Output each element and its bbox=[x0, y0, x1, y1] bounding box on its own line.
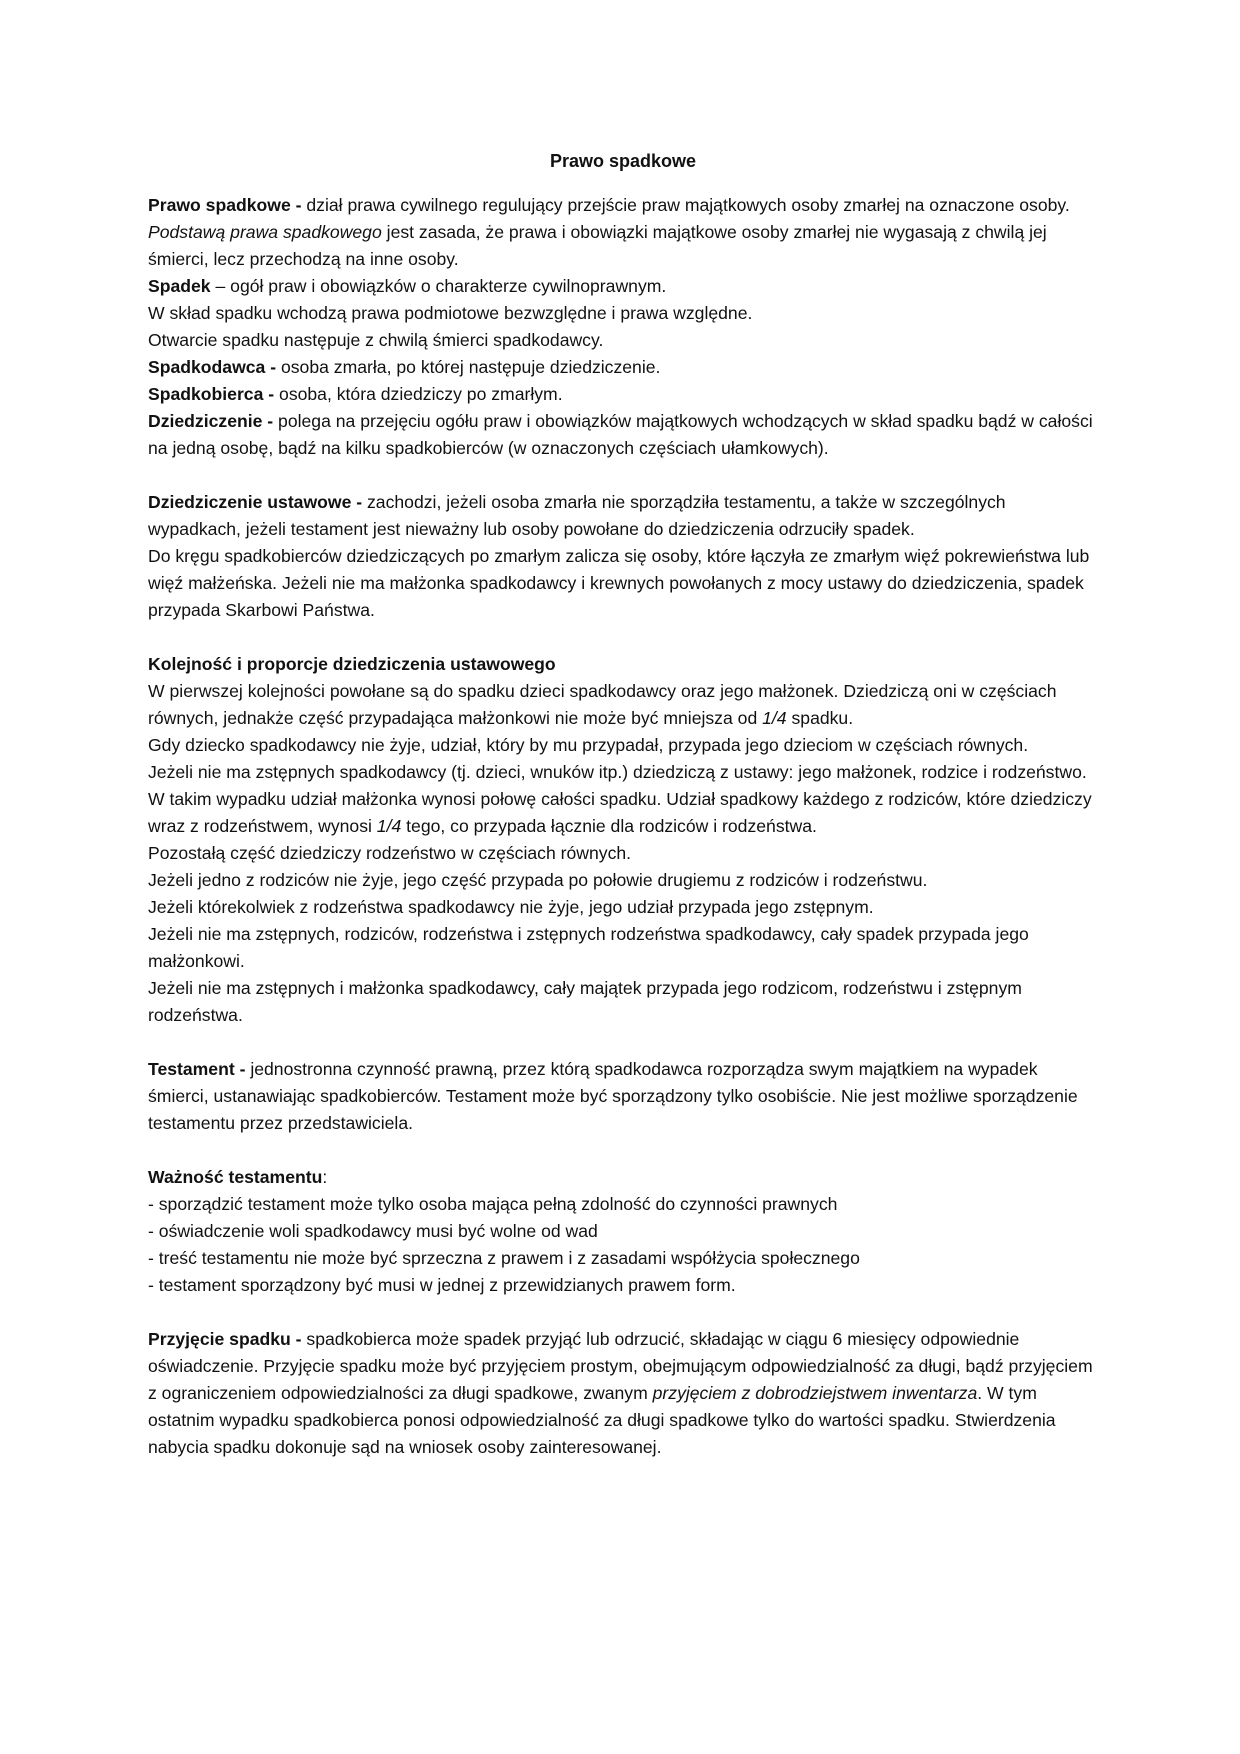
definition-spadkodawca: Spadkodawca - osoba zmarła, po której następuje dziedziczenie. bbox=[148, 357, 661, 377]
definition-dziedziczenie-ustawowe: Dziedziczenie ustawowe - zachodzi, jeżeli osoba zmarła nie sporządziła testamentu, a także w szczególnych wypadkach, jeżeli testament jest nieważny lub osoby powołane do dziedziczenia odrzuciły spadek. bbox=[148, 492, 1006, 539]
paragraph-kolejnosc-8: Jeżeli nie ma zstępnych i małżonka spadkodawcy, cały majątek przypada jego rodzicom, rodzeństwu i zstępnym rodzeństwa. bbox=[148, 978, 1022, 1025]
paragraph-kolejnosc-3: Jeżeli nie ma zstępnych spadkodawcy (tj. dzieci, wnuków itp.) dziedziczą z ustawy: jego małżonek, rodzice i rodzeństwo. W takim wypadku udział małżonka wynosi połowę całości spadku. Udział spadkowy każdego z rodziców, które dziedziczy wraz z rodzeństwem, wynosi 1/4 tego, co przypada łącznie dla rodziców i rodzeństwa. bbox=[148, 762, 1092, 836]
paragraph-sklad: W skład spadku wchodzą prawa podmiotowe bezwzględne i prawa względne. bbox=[148, 303, 753, 323]
list-item: - treść testamentu nie może być sprzeczna z prawem i z zasadami współżycia społecznego bbox=[148, 1248, 860, 1268]
paragraph-kolejnosc-5: Jeżeli jedno z rodziców nie żyje, jego część przypada po połowie drugiemu z rodziców i rodzeństwu. bbox=[148, 870, 928, 890]
term-prawo-spadkowe: Prawo spadkowe - bbox=[148, 195, 307, 215]
section-heading-kolejnosc: Kolejność i proporcje dziedziczenia ustawowego bbox=[148, 654, 556, 674]
section-heading-waznosc: Ważność testamentu: bbox=[148, 1167, 328, 1187]
term-podstawa: Podstawą prawa spadkowego bbox=[148, 222, 382, 242]
term-spadkobierca: Spadkobierca - bbox=[148, 384, 280, 404]
paragraph-kolejnosc-7: Jeżeli nie ma zstępnych, rodziców, rodzeństwa i zstępnych rodzeństwa spadkodawcy, cały spadek przypada jego małżonkowi. bbox=[148, 924, 1029, 971]
term-spadek: Spadek bbox=[148, 276, 211, 296]
term-dziedziczenie: Dziedziczenie - bbox=[148, 411, 279, 431]
paragraph-krag-spadkobiercow: Do kręgu spadkobierców dziedziczących po zmarłym zalicza się osoby, które łączyła ze zmarłym więź pokrewieństwa lub więź małżeńska. Jeżeli nie ma małżonka spadkodawcy i krewnych powołanych z mocy ustawy do dziedziczenia, spadek przypada Skarbowi Państwa. bbox=[148, 546, 1090, 620]
definition-dziedziczenie: Dziedziczenie - polega na przejęciu ogółu praw i obowiązków majątkowych wchodzących w skład spadku bądź w całości na jedną osobę, bądź na kilku spadkobierców (w oznaczonych częściach ułamkowych). bbox=[148, 411, 1093, 458]
paragraph-kolejnosc-1: W pierwszej kolejności powołane są do spadku dzieci spadkodawcy oraz jego małżonek. Dziedziczą oni w częściach równych, jednakże część przypadająca małżonkowi nie może być mniejsza od 1/4 spadku. bbox=[148, 681, 1057, 728]
list-item: - sporządzić testament może tylko osoba mająca pełną zdolność do czynności prawnych bbox=[148, 1194, 838, 1214]
paragraph-kolejnosc-4: Pozostałą część dziedziczy rodzeństwo w częściach równych. bbox=[148, 843, 632, 863]
list-item: - oświadczenie woli spadkodawcy musi być wolne od wad bbox=[148, 1221, 598, 1241]
term-dziedziczenie-ustawowe: Dziedziczenie ustawowe - bbox=[148, 492, 367, 512]
document-body bbox=[148, 136, 1098, 1461]
definition-spadkobierca: Spadkobierca - osoba, która dziedziczy po zmarłym. bbox=[148, 384, 563, 404]
paragraph-podstawa: Podstawą prawa spadkowego jest zasada, że prawa i obowiązki majątkowe osoby zmarłej nie wygasają z chwilą jej śmierci, lecz przechodzą na inne osoby. bbox=[148, 222, 1047, 269]
paragraph-otwarcie: Otwarcie spadku następuje z chwilą śmierci spadkodawcy. bbox=[148, 330, 604, 350]
term-dobrodziejstwo-inwentarza: przyjęciem z dobrodziejstwem inwentarza bbox=[652, 1383, 978, 1403]
term-przyjecie-spadku: Przyjęcie spadku - bbox=[148, 1329, 307, 1349]
definition-spadek: Spadek – ogół praw i obowiązków o charakterze cywilnoprawnym. bbox=[148, 276, 667, 296]
definition-prawo-spadkowe: Prawo spadkowe - dział prawa cywilnego regulujący przejście praw majątkowych osoby zmarłej na oznaczone osoby. bbox=[148, 195, 1070, 215]
paragraph-kolejnosc-2: Gdy dziecko spadkodawcy nie żyje, udział, który by mu przypadał, przypada jego dzieciom w częściach równych. bbox=[148, 735, 1029, 755]
document-title: Prawo spadkowe bbox=[549, 151, 697, 171]
list-item: - testament sporządzony być musi w jednej z przewidzianych prawem form. bbox=[148, 1275, 736, 1295]
term-testament: Testament - bbox=[148, 1059, 251, 1079]
definition-przyjecie-spadku: Przyjęcie spadku - spadkobierca może spadek przyjąć lub odrzucić, składając w ciągu 6 miesięcy odpowiednie oświadczenie. Przyjęcie spadku może być przyjęciem prostym, obejmującym odpowiedzialność za długi, bądź przyjęciem z ograniczeniem odpowiedzialności za długi spadkowe, zwanym przyjęciem z dobrodziejstwem inwentarza. W tym ostatnim wypadku spadkobierca ponosi odpowiedzialność za długi spadkowe tylko do wartości spadku. Stwierdzenia nabycia spadku dokonuje sąd na wniosek osoby zainteresowanej. bbox=[148, 1329, 1093, 1457]
paragraph-kolejnosc-6: Jeżeli którekolwiek z rodzeństwa spadkodawcy nie żyje, jego udział przypada jego zstępnym. bbox=[148, 897, 874, 917]
term-spadkodawca: Spadkodawca - bbox=[148, 357, 281, 377]
definition-testament: Testament - jednostronna czynność prawną, przez którą spadkodawca rozporządza swym majątkiem na wypadek śmierci, ustanawiając spadkobierców. Testament może być sporządzony tylko osobiście. Nie jest możliwe sporządzenie testamentu przez przedstawiciela. bbox=[148, 1059, 1078, 1133]
